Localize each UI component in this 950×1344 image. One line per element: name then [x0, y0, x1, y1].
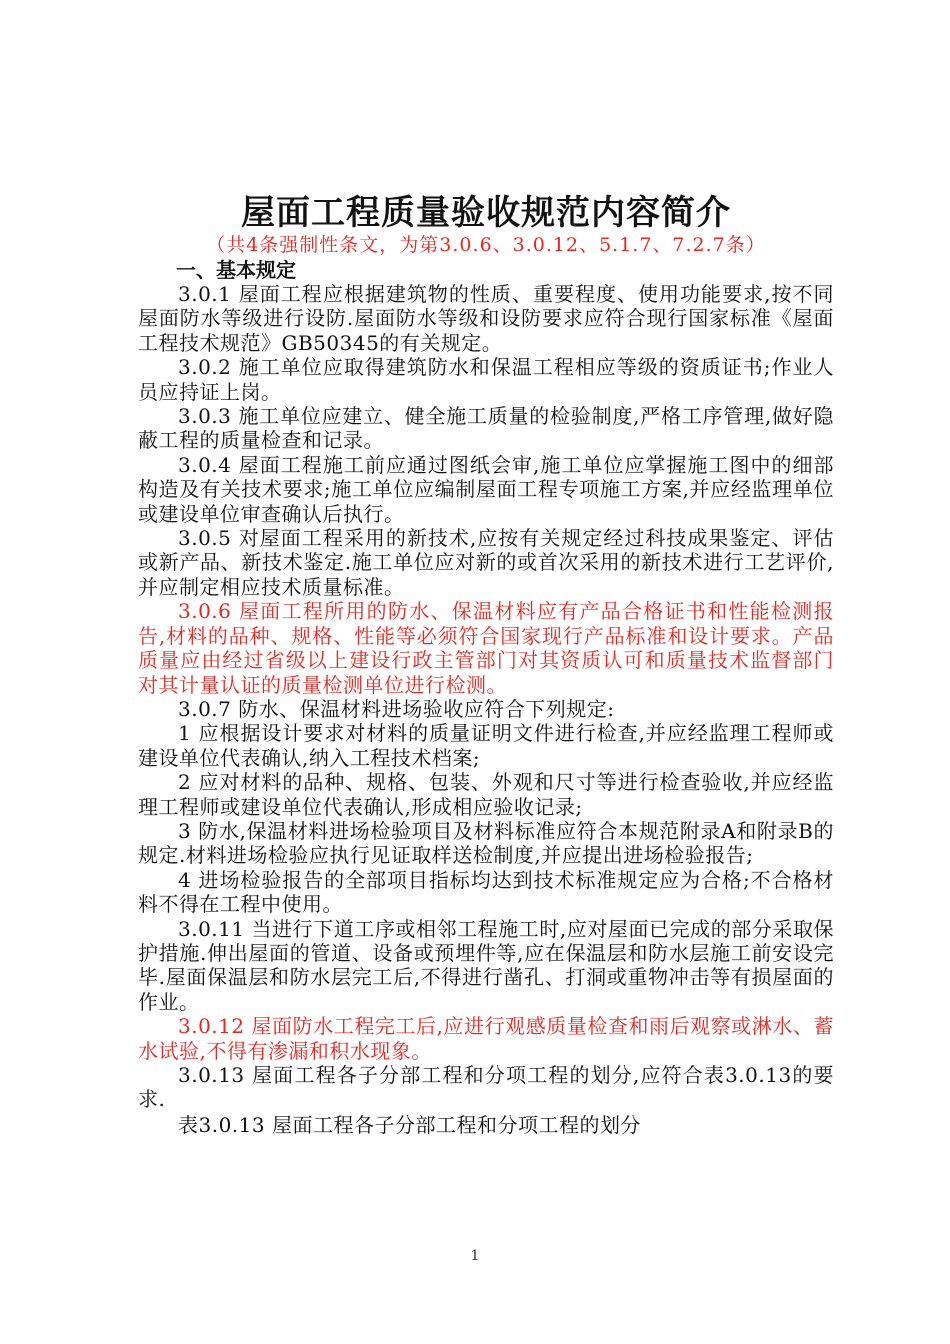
document-subtitle: （共4条强制性条文，为第3.0.6、3.0.12、5.1.7、7.2.7条） [206, 234, 766, 256]
clause-paragraph: 4 进场检验报告的全部项目指标均达到技术标准规定应为合格;不合格材料不得在工程中使用。 [138, 867, 834, 917]
clause-paragraph: 3.0.13 屋面工程各子分部工程和分项工程的划分,应符合表3.0.13的要求. [138, 1063, 834, 1112]
document-page [138, 188, 834, 1138]
clause-paragraph: 3.0.2 施工单位应取得建筑防水和保温工程相应等级的资质证书;作业人员应持证上岗。 [138, 355, 834, 404]
clause-paragraph: 3.0.7 防水、保温材料进场验收应符合下列规定: [178, 696, 615, 721]
mandatory-clause-paragraph: 3.0.6 屋面工程所用的防水、保温材料应有产品合格证书和性能检测报告,材料的品种、规格、性能等必须符合国家现行产品标准和设计要求。产品质量应由经过省级以上建设行政主管部门对其资质认可和质量技术监督部门对其计量认证的质量检测单位进行检测。 [138, 599, 834, 697]
clause-paragraph: 3.0.5 对屋面工程采用的新技术,应按有关规定经过科技成果鉴定、评估或新产品、新技术鉴定.施工单位应对新的或首次采用的新技术进行工艺评价,并应制定相应技术质量标准。 [138, 526, 834, 599]
section-heading: 一、基本规定 [176, 258, 296, 282]
clause-paragraph: 3.0.11 当进行下道工序或相邻工程施工时,应对屋面已完成的部分采取保护措施.伸出屋面的管道、设备或预埋件等,应在保温层和防水层施工前安设完毕.屋面保温层和防水层完工后,不得进行凿孔、打洞或重物冲击等有损屋面的作业。 [138, 916, 834, 1014]
clause-paragraph: 3 防水,保温材料进场检验项目及材料标准应符合本规范附录A和附录B的规定.材料进场检验应执行见证取样送检制度,并应提出进场检验报告; [138, 818, 834, 868]
page-number: 1 [470, 1248, 480, 1264]
document-title: 屋面工程质量验收规范内容简介 [241, 193, 731, 233]
clause-paragraph: 3.0.3 施工单位应建立、健全施工质量的检验制度,严格工序管理,做好隐蔽工程的质量检查和记录。 [138, 404, 834, 453]
clause-paragraph: 1 应根据设计要求对材料的质量证明文件进行检查,并应经监理工程师或建设单位代表确认,纳入工程技术档案; [138, 721, 834, 770]
clause-paragraph: 3.0.4 屋面工程施工前应通过图纸会审,施工单位应掌握施工图中的细部构造及有关技术要求;施工单位应编制屋面工程专项施工方案,并应经监理单位或建设单位审查确认后执行。 [138, 452, 834, 526]
clause-paragraph: 3.0.1 屋面工程应根据建筑物的性质、重要程度、使用功能要求,按不同屋面防水等级进行设防.屋面防水等级和设防要求应符合现行国家标准《屋面工程技术规范》GB50345的有关规定。 [138, 282, 834, 355]
clause-list [138, 282, 834, 1112]
table-caption: 表3.0.13 屋面工程各子分部工程和分项工程的划分 [178, 1112, 641, 1137]
mandatory-clause-paragraph: 3.0.12 屋面防水工程完工后,应进行观感质量检查和雨后观察或淋水、蓄水试验,不得有渗漏和积水现象。 [138, 1014, 834, 1063]
clause-paragraph: 2 应对材料的品种、规格、包装、外观和尺寸等进行检查验收,并应经监理工程师或建设单位代表确认,形成相应验收记录; [138, 770, 834, 819]
